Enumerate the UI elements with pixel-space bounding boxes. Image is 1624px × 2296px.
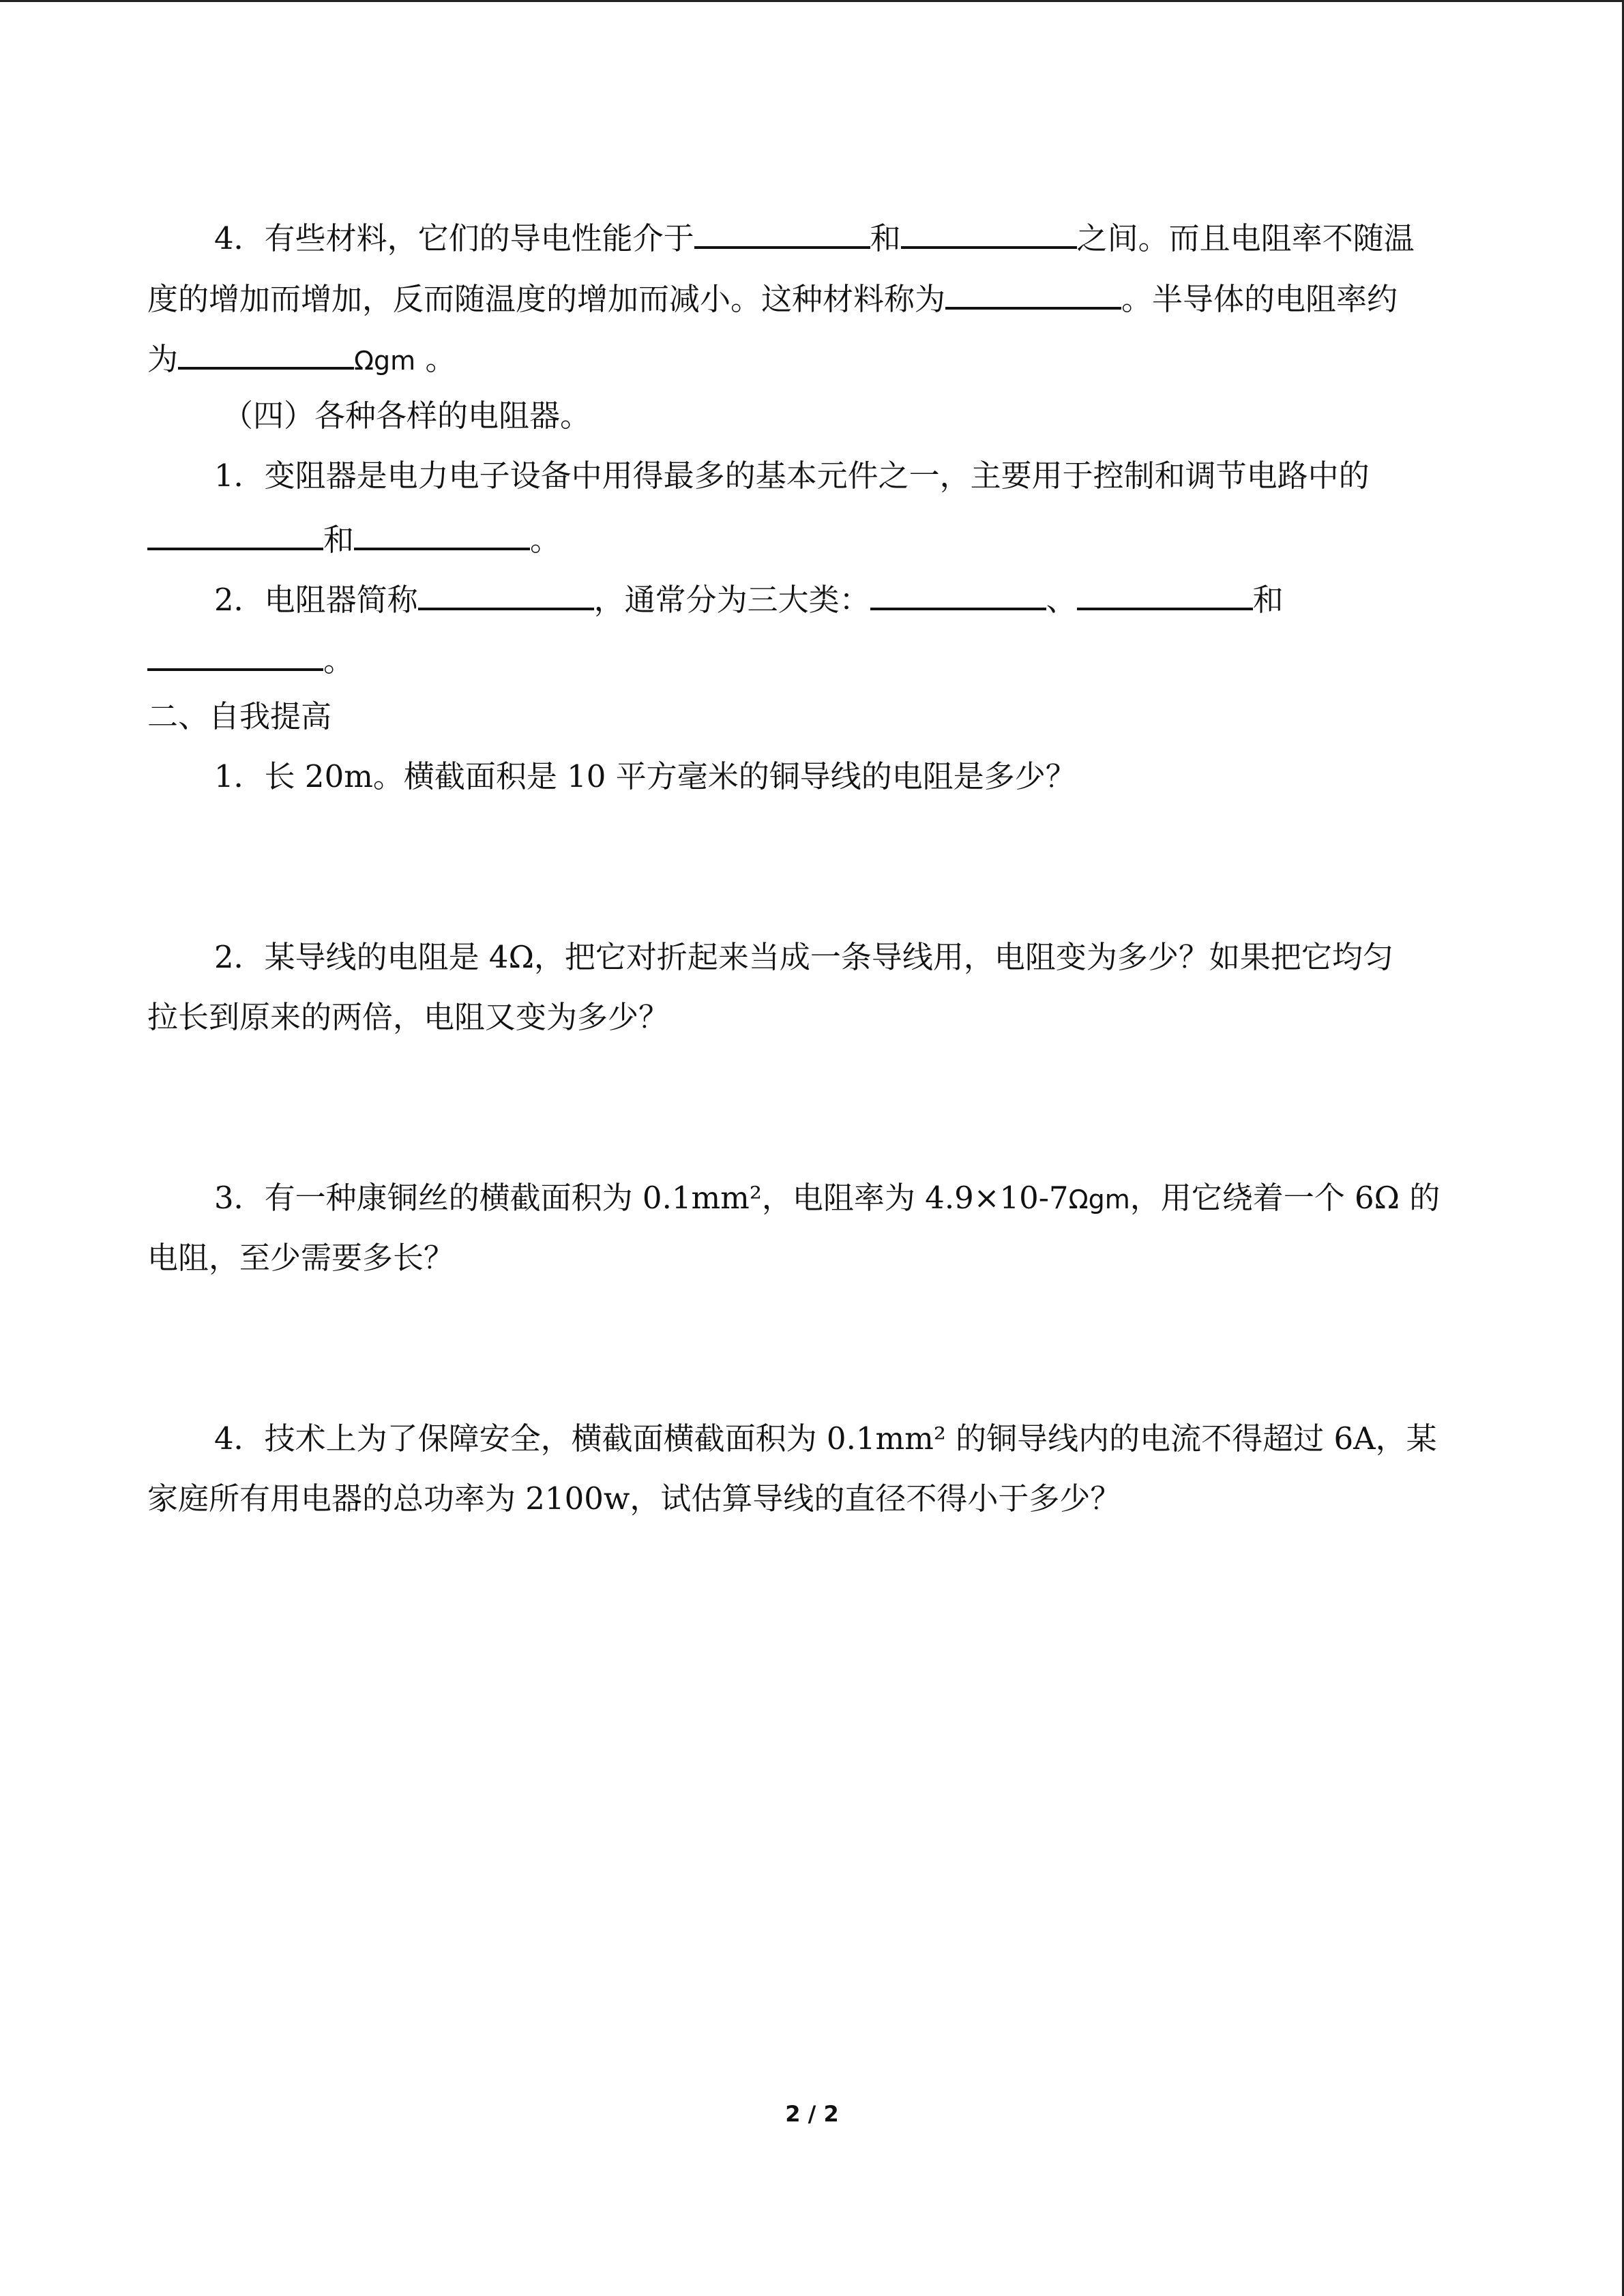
part2-q4-line2: 家庭所有用电器的总功率为 2100w，试估算导线的直径不得小于多少？: [147, 1480, 1121, 1517]
part2-q1: 1．长 20m。横截面积是 10 平方毫米的铜导线的电阻是多少？: [214, 758, 1076, 794]
sec4-q2-line2: [147, 637, 354, 681]
sec3-q4-text-g: 。: [415, 341, 456, 377]
sec4-q1-line1: 1．变阻器是电力电子设备中用得最多的基本元件之一，主要用于控制和调节电路中的: [214, 458, 1370, 494]
page-number: 2 / 2: [785, 2101, 839, 2127]
part2-q3-line1: [214, 1178, 1440, 1220]
sec4-q2-text-a: 2．电阻器简称: [214, 582, 418, 618]
fill-blank[interactable]: [178, 336, 354, 370]
part2-q2-line2: 拉长到原来的两倍，电阻又变为多少？: [147, 999, 670, 1035]
sec4-heading: （四）各种各样的电阻器。: [222, 398, 591, 434]
resistivity-unit: Ωgm: [1068, 1184, 1130, 1214]
sec4-q1-line2: [147, 516, 561, 561]
sec4-q2-text-d: 和: [1252, 582, 1284, 618]
fill-blank[interactable]: [147, 637, 323, 671]
sec4-q2-line1: [214, 576, 1284, 621]
fill-blank[interactable]: [354, 516, 530, 550]
fill-blank[interactable]: [901, 215, 1077, 249]
sec3-q4-line1: [214, 215, 1415, 259]
fill-blank[interactable]: [1077, 576, 1253, 610]
part2-heading: 二、自我提高: [147, 698, 332, 734]
sec3-q4-text-a: 4．有些材料，它们的导电性能介于: [214, 220, 694, 256]
part2-q2-line1: 2．某导线的电阻是 4Ω，把它对折起来当成一条导线用，电阻变为多少？如果把它均匀: [214, 939, 1393, 975]
part2-q3-text-a: 3．有一种康铜丝的横截面积为 0.1mm²，电阻率为 4.9×10-7: [214, 1180, 1069, 1216]
fill-blank[interactable]: [870, 576, 1046, 610]
sec4-q2-text-b: ，通常分为三大类：: [593, 582, 870, 618]
sec3-q4-text-b: 和: [870, 220, 901, 256]
resistivity-unit: Ωgm: [354, 346, 416, 376]
fill-blank[interactable]: [147, 516, 323, 550]
fill-blank[interactable]: [694, 215, 870, 249]
sec3-q4-line2: [147, 275, 1398, 320]
sec4-q1-text-c: 。: [530, 522, 561, 558]
part2-q3-line2: 电阻，至少需要多长？: [147, 1240, 455, 1276]
part2-q3-text-b: ，用它绕着一个 6Ω 的: [1130, 1180, 1441, 1216]
part2-q4-line1: 4．技术上为了保障安全，横截面横截面积为 0.1mm² 的铜导线内的电流不得超过 6A，某: [214, 1420, 1437, 1457]
sec4-q2-text-c: 、: [1046, 582, 1077, 618]
fill-blank[interactable]: [945, 275, 1121, 310]
sec3-q4-text-d: 度的增加而增加，反而随温度的增加而减小。这种材料称为: [147, 281, 946, 317]
fill-blank[interactable]: [418, 576, 594, 610]
sec4-q1-text-b: 和: [323, 522, 355, 558]
sec4-q2-text-e: 。: [323, 642, 355, 679]
sec3-q4-text-f: 为: [147, 341, 179, 377]
sec3-q4-line3: [147, 336, 456, 381]
sec3-q4-text-c: 之间。而且电阻率不随温: [1076, 220, 1415, 256]
sec3-q4-text-e: 。半导体的电阻率约: [1121, 281, 1398, 317]
